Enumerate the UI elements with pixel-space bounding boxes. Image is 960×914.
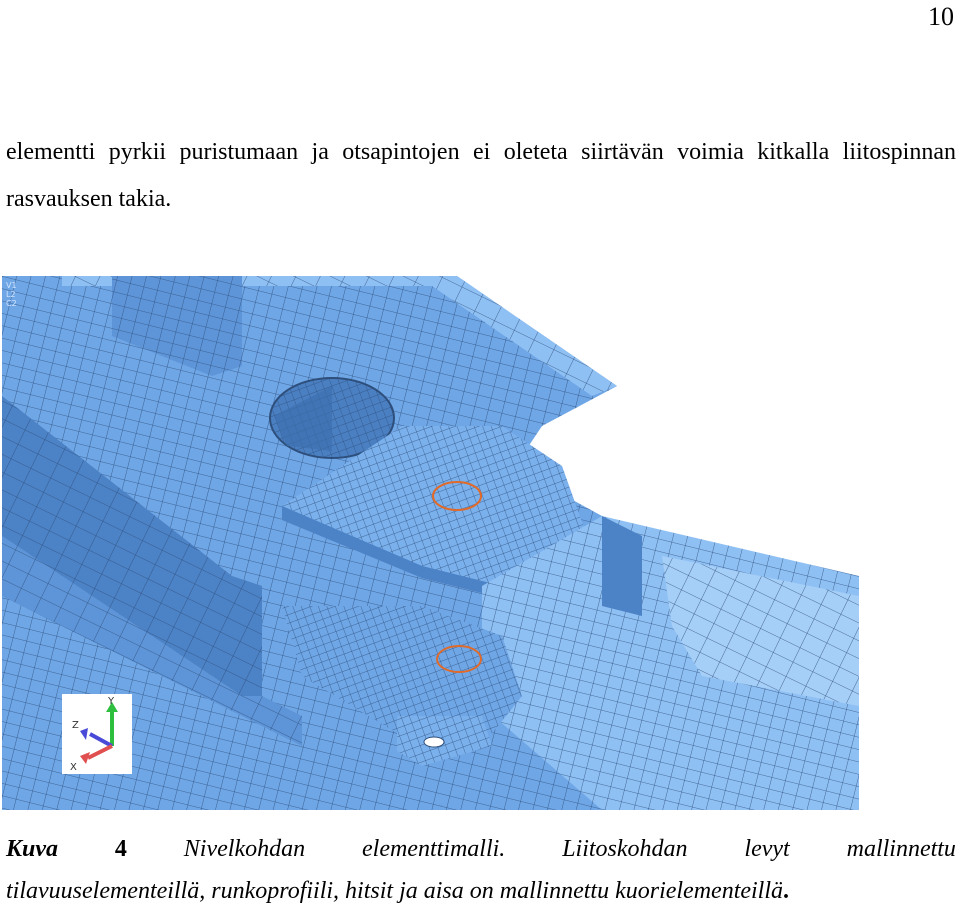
caption-word: Liitoskohdan <box>562 836 688 862</box>
viewport-corner-labels <box>6 281 17 308</box>
axis-label-y: Y <box>108 696 115 707</box>
axis-triad <box>62 694 132 774</box>
caption-line-2 <box>6 870 956 912</box>
axis-label-x: X <box>70 762 77 773</box>
caption-text: tilavuuselementeillä, runkoprofiili, hitsit ja aisa on mallinnettu kuorielementeillä <box>6 878 784 904</box>
fem-mesh-illustration <box>2 276 859 810</box>
axis-label-z: Z <box>72 720 79 731</box>
caption-number: 4 <box>114 836 127 862</box>
corner-label: C2 <box>6 299 17 308</box>
caption-word: levyt <box>744 836 790 862</box>
figure-caption <box>6 828 956 912</box>
caption-word: elementtimalli. <box>362 836 506 862</box>
caption-label: Kuva <box>6 836 59 862</box>
fem-mesh-figure <box>2 276 859 810</box>
caption-word: mallinnettu <box>846 836 956 862</box>
caption-word: Nivelkohdan <box>183 836 306 862</box>
caption-period: . <box>783 878 790 904</box>
body-paragraph: elementti pyrkii puristumaan ja otsapintojen ei oleteta siirtävän voimia kitkalla liitospinnan rasvauksen takia. <box>6 139 956 212</box>
corner-label: L2 <box>6 290 16 299</box>
page-number: 10 <box>928 2 954 31</box>
corner-label: V1 <box>6 281 17 290</box>
caption-line-1 <box>6 828 956 870</box>
